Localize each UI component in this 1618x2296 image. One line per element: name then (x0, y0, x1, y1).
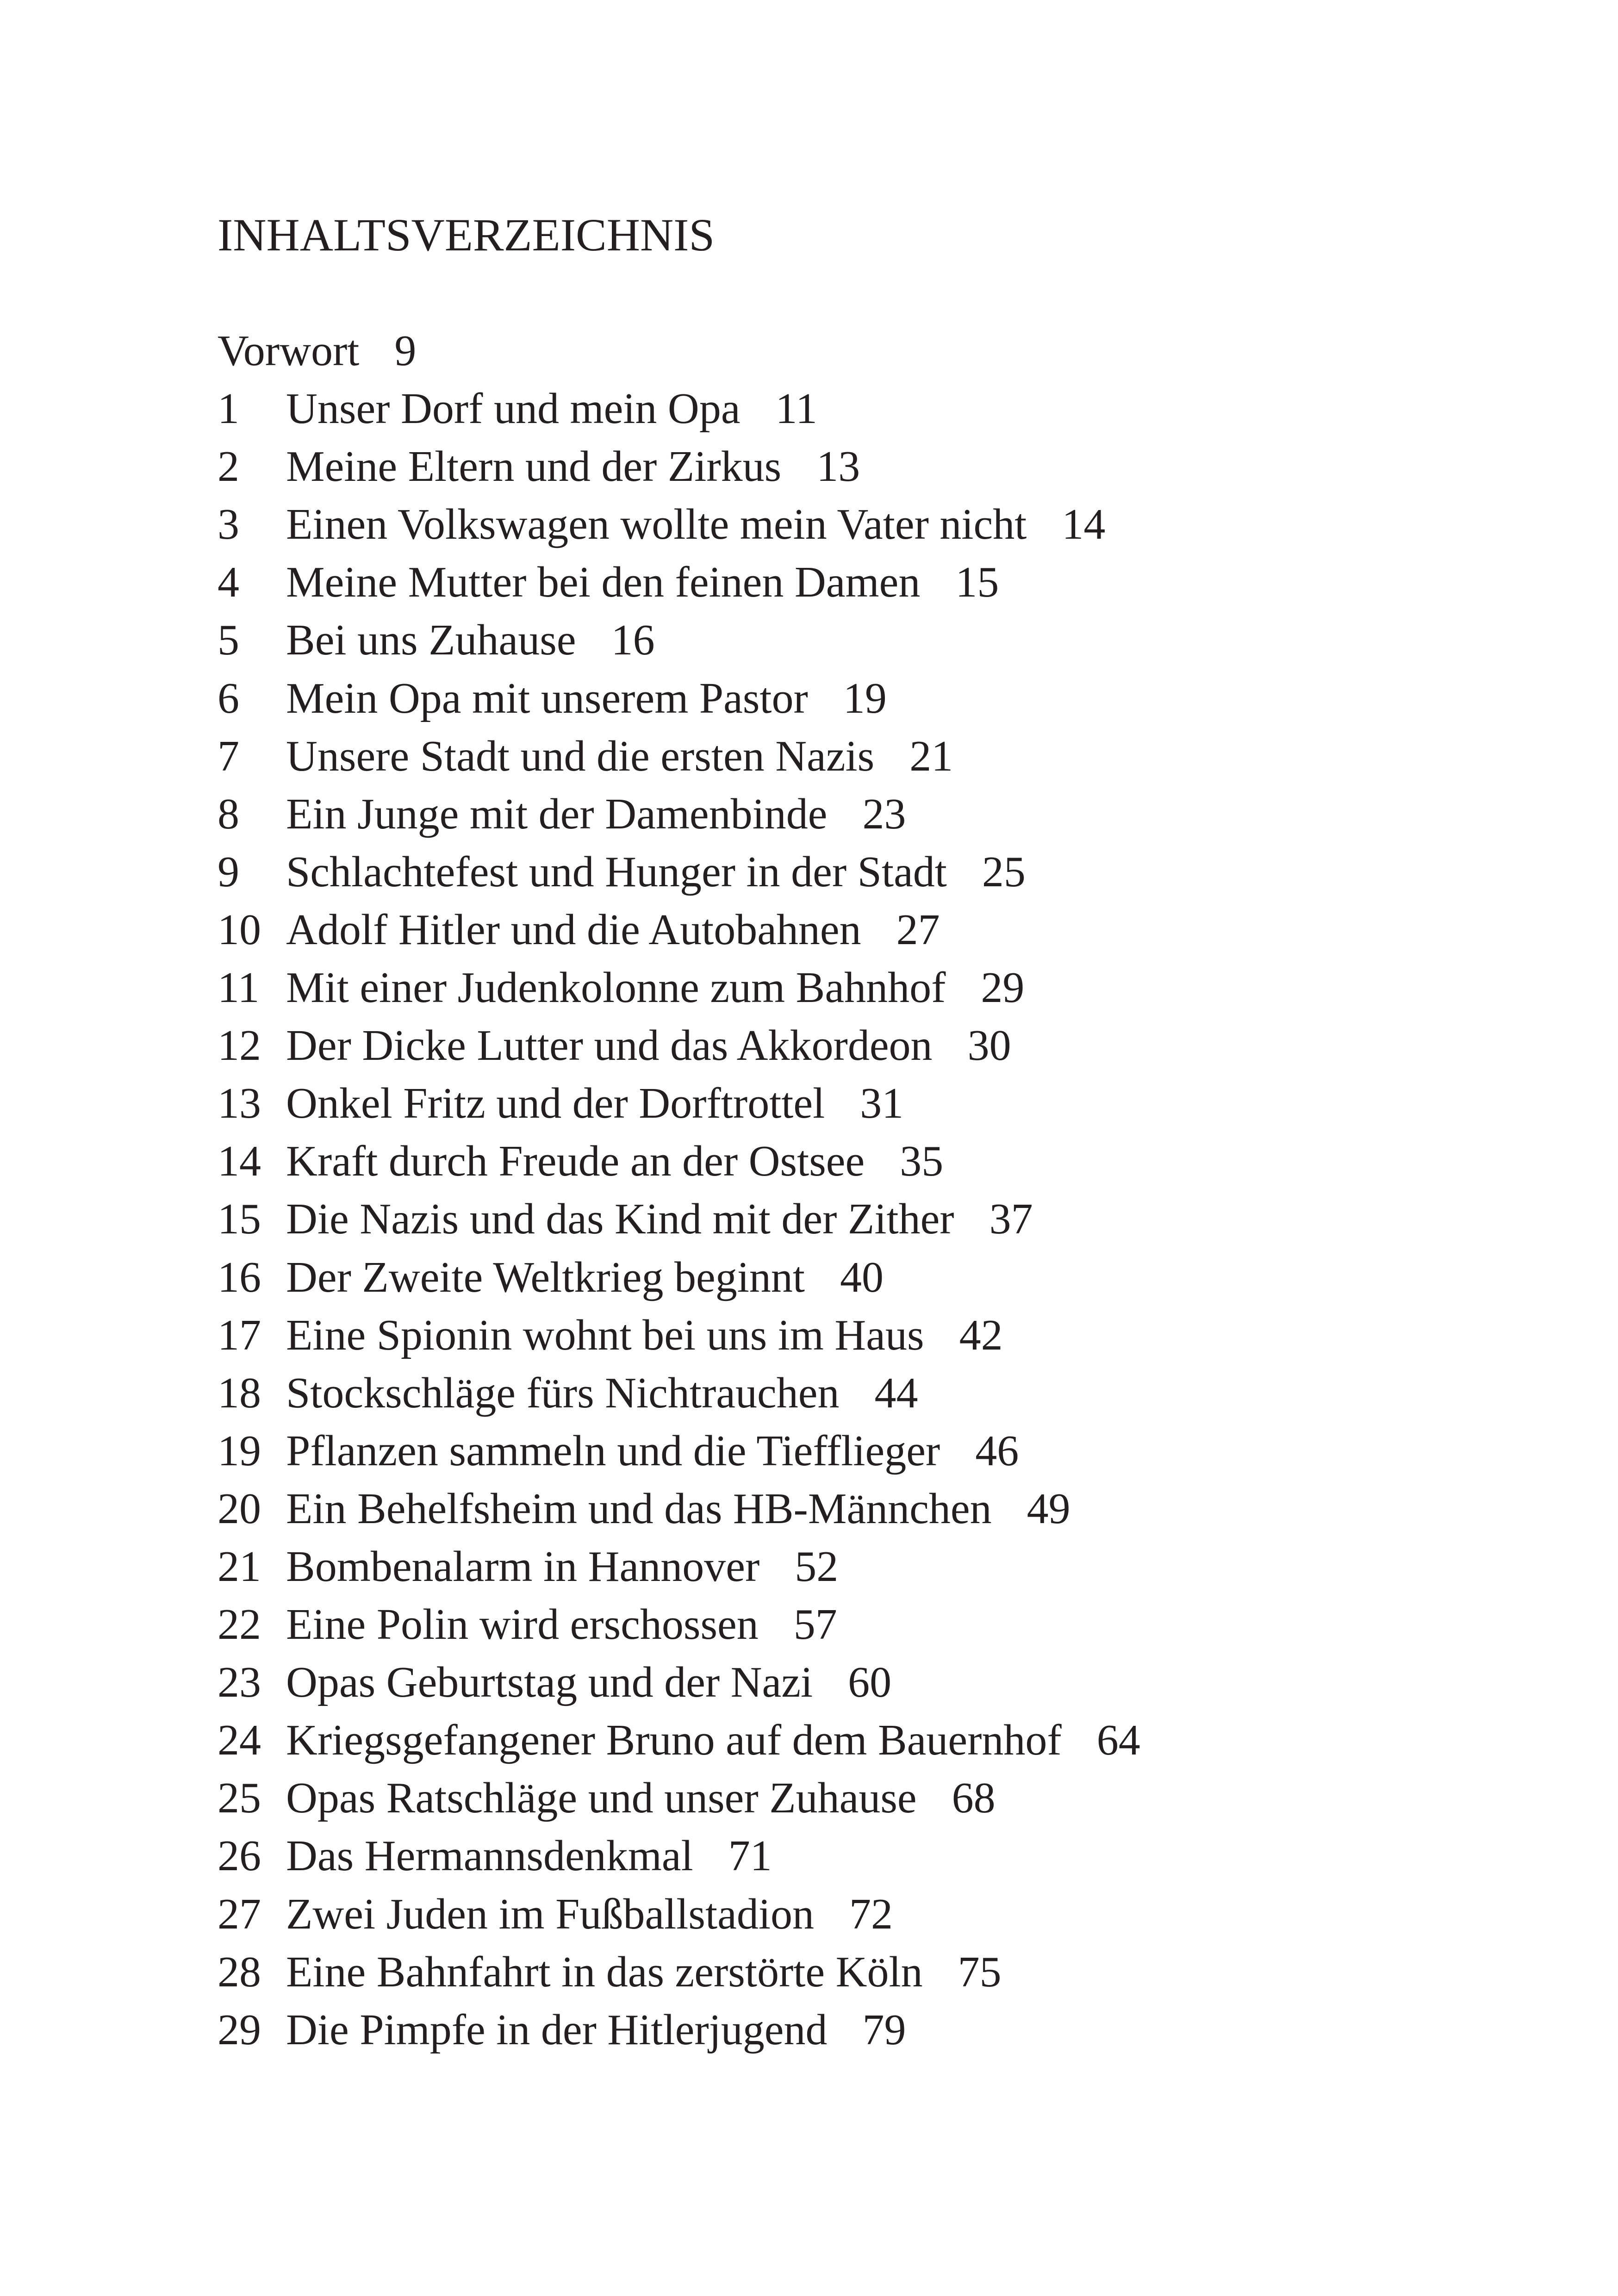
toc-entry-page: 35 (900, 1137, 944, 1186)
toc-entry-number: 26 (218, 1832, 261, 1880)
toc-entry-number: 11 (218, 964, 260, 1012)
toc-entry-number: 13 (218, 1079, 261, 1128)
toc-preface-page: 9 (394, 327, 417, 375)
toc-entry-page: 71 (728, 1832, 772, 1880)
toc-entry-number: 19 (218, 1426, 261, 1475)
toc-entry-page: 60 (848, 1658, 892, 1707)
toc-entry (218, 1769, 1140, 1827)
toc-entry (218, 1885, 1140, 1943)
toc-entry-number: 7 (218, 732, 239, 780)
toc-entry-number: 12 (218, 1021, 261, 1070)
toc-entry-number: 20 (218, 1484, 261, 1533)
toc-entry-page: 15 (955, 558, 999, 607)
toc-entry-page: 68 (952, 1774, 996, 1823)
toc-entry (218, 2001, 1140, 2059)
toc-entry-page: 44 (874, 1369, 918, 1417)
toc-entry-number: 2 (218, 442, 239, 491)
page-title: INHALTSVERZEICHNIS (218, 209, 715, 261)
toc-entry (218, 1538, 1140, 1596)
toc-entry-page: 64 (1096, 1716, 1140, 1765)
toc-entry-number: 17 (218, 1311, 261, 1359)
toc-entry-number: 10 (218, 905, 261, 954)
toc-entry-title: Opas Ratschläge und unser Zuhause (286, 1774, 917, 1823)
toc-entry (218, 843, 1140, 901)
toc-entry-page: 40 (840, 1253, 884, 1301)
toc-entry (218, 1364, 1140, 1422)
toc-entry (218, 901, 1140, 959)
toc-entry-title: Eine Polin wird erschossen (286, 1600, 759, 1649)
toc-entry-title: Bombenalarm in Hannover (286, 1542, 760, 1591)
toc-entry-title: Pflanzen sammeln und die Tiefflieger (286, 1426, 940, 1475)
toc-entry-title: Bei uns Zuhause (286, 616, 576, 665)
toc-entry-title: Meine Mutter bei den feinen Damen (286, 558, 921, 607)
toc-entry-number: 28 (218, 1948, 261, 1996)
toc-entry-number: 16 (218, 1253, 261, 1301)
toc-entry-page: 16 (611, 616, 655, 665)
toc-entry-page: 52 (795, 1542, 839, 1591)
toc-entry-page: 30 (967, 1021, 1011, 1070)
toc-entry-title: Unser Dorf und mein Opa (286, 385, 741, 433)
toc-entry-number: 15 (218, 1195, 261, 1244)
toc-entry (218, 554, 1140, 611)
toc-preface-title: Vorwort (218, 327, 360, 375)
toc-entry-title: Eine Bahnfahrt in das zerstörte Köln (286, 1948, 923, 1996)
toc-entry-page: 72 (849, 1890, 893, 1938)
toc-entry-title: Meine Eltern und der Zirkus (286, 442, 782, 491)
toc-entry (218, 1711, 1140, 1769)
toc-entry-number: 21 (218, 1542, 261, 1591)
toc-entry-page: 11 (775, 385, 818, 433)
toc-entry-page: 49 (1027, 1484, 1070, 1533)
toc-entry-title: Der Dicke Lutter und das Akkordeon (286, 1021, 933, 1070)
toc-entry-title: Die Pimpfe in der Hitlerjugend (286, 2005, 828, 2054)
toc-entry-number: 6 (218, 674, 239, 722)
toc-entry-page: 42 (959, 1311, 1003, 1359)
toc-entry-title: Mein Opa mit unserem Pastor (286, 674, 808, 722)
toc-entry (218, 785, 1140, 843)
toc-entry-title: Einen Volkswagen wollte mein Vater nicht (286, 500, 1027, 549)
toc-entry-page: 57 (793, 1600, 837, 1649)
toc-entry-title: Unsere Stadt und die ersten Nazis (286, 732, 875, 780)
toc-entry-number: 8 (218, 790, 239, 838)
toc-entry (218, 380, 1140, 438)
toc-entry-number: 22 (218, 1600, 261, 1649)
toc-entry-page: 13 (816, 442, 860, 491)
toc-entry-page: 27 (896, 905, 940, 954)
toc-entry-number: 23 (218, 1658, 261, 1707)
toc-entry (218, 1827, 1140, 1885)
toc-entry-title: Adolf Hitler und die Autobahnen (286, 905, 861, 954)
toc-entry-title: Der Zweite Weltkrieg beginnt (286, 1253, 805, 1301)
toc-entry-number: 4 (218, 558, 239, 607)
toc-entry (218, 1596, 1140, 1654)
toc-entry-page: 29 (981, 964, 1025, 1012)
toc-entry-title: Ein Behelfsheim und das HB-Männchen (286, 1484, 992, 1533)
toc-entry-page: 23 (862, 790, 906, 838)
toc-entry-number: 5 (218, 616, 239, 665)
toc-entry (218, 438, 1140, 496)
toc-entry-page: 46 (975, 1426, 1019, 1475)
toc-entry (218, 1480, 1140, 1538)
toc-entry-page: 19 (843, 674, 887, 722)
toc-entry-title: Schlachtefest und Hunger in der Stadt (286, 847, 947, 896)
toc-entry (218, 496, 1140, 554)
toc-entry-number: 25 (218, 1774, 261, 1823)
toc-entry-page: 75 (958, 1948, 1002, 1996)
toc-entry-title: Kraft durch Freude an der Ostsee (286, 1137, 865, 1186)
toc-entry-title: Stockschläge fürs Nichtrauchen (286, 1369, 840, 1417)
toc-entry-title: Die Nazis und das Kind mit der Zither (286, 1195, 954, 1244)
toc-entry-page: 31 (860, 1079, 904, 1128)
toc-entry (218, 959, 1140, 1017)
toc-entry-page: 37 (989, 1195, 1033, 1244)
toc-entry-number: 29 (218, 2005, 261, 2054)
toc-entry-title: Das Hermannsdenkmal (286, 1832, 693, 1880)
toc-entry-number: 9 (218, 847, 239, 896)
toc-entry (218, 1075, 1140, 1132)
toc-entry-number: 3 (218, 500, 239, 549)
toc-entry (218, 1249, 1140, 1307)
toc-entry-title: Kriegsgefangener Bruno auf dem Bauernhof (286, 1716, 1062, 1765)
toc-entry-title: Zwei Juden im Fußballstadion (286, 1890, 814, 1938)
toc-entry-title: Mit einer Judenkolonne zum Bahnhof (286, 964, 946, 1012)
toc-entry (218, 1017, 1140, 1075)
toc-entry (218, 611, 1140, 669)
toc-entry (218, 1132, 1140, 1190)
toc-entry (218, 1190, 1140, 1248)
toc-entry-title: Opas Geburtstag und der Nazi (286, 1658, 813, 1707)
toc-entry (218, 1307, 1140, 1364)
toc-entry-number: 14 (218, 1137, 261, 1186)
toc-entry-number: 27 (218, 1890, 261, 1938)
toc-entry-number: 18 (218, 1369, 261, 1417)
toc-entry-title: Eine Spionin wohnt bei uns im Haus (286, 1311, 924, 1359)
toc-entry-number: 24 (218, 1716, 261, 1765)
toc-entry-number: 1 (218, 385, 239, 433)
toc-entry (218, 1422, 1140, 1480)
toc-entry (218, 1654, 1140, 1711)
toc-entry (218, 670, 1140, 728)
toc-entry (218, 728, 1140, 785)
toc-entry-page: 21 (909, 732, 953, 780)
table-of-contents (218, 322, 1140, 2059)
toc-preface (218, 322, 1140, 380)
toc-entry-title: Ein Junge mit der Damenbinde (286, 790, 828, 838)
toc-entry-page: 79 (862, 2005, 906, 2054)
toc-entry-page: 25 (982, 847, 1026, 896)
toc-entry (218, 1943, 1140, 2001)
toc-entry-page: 14 (1062, 500, 1106, 549)
toc-entry-title: Onkel Fritz und der Dorftrottel (286, 1079, 825, 1128)
